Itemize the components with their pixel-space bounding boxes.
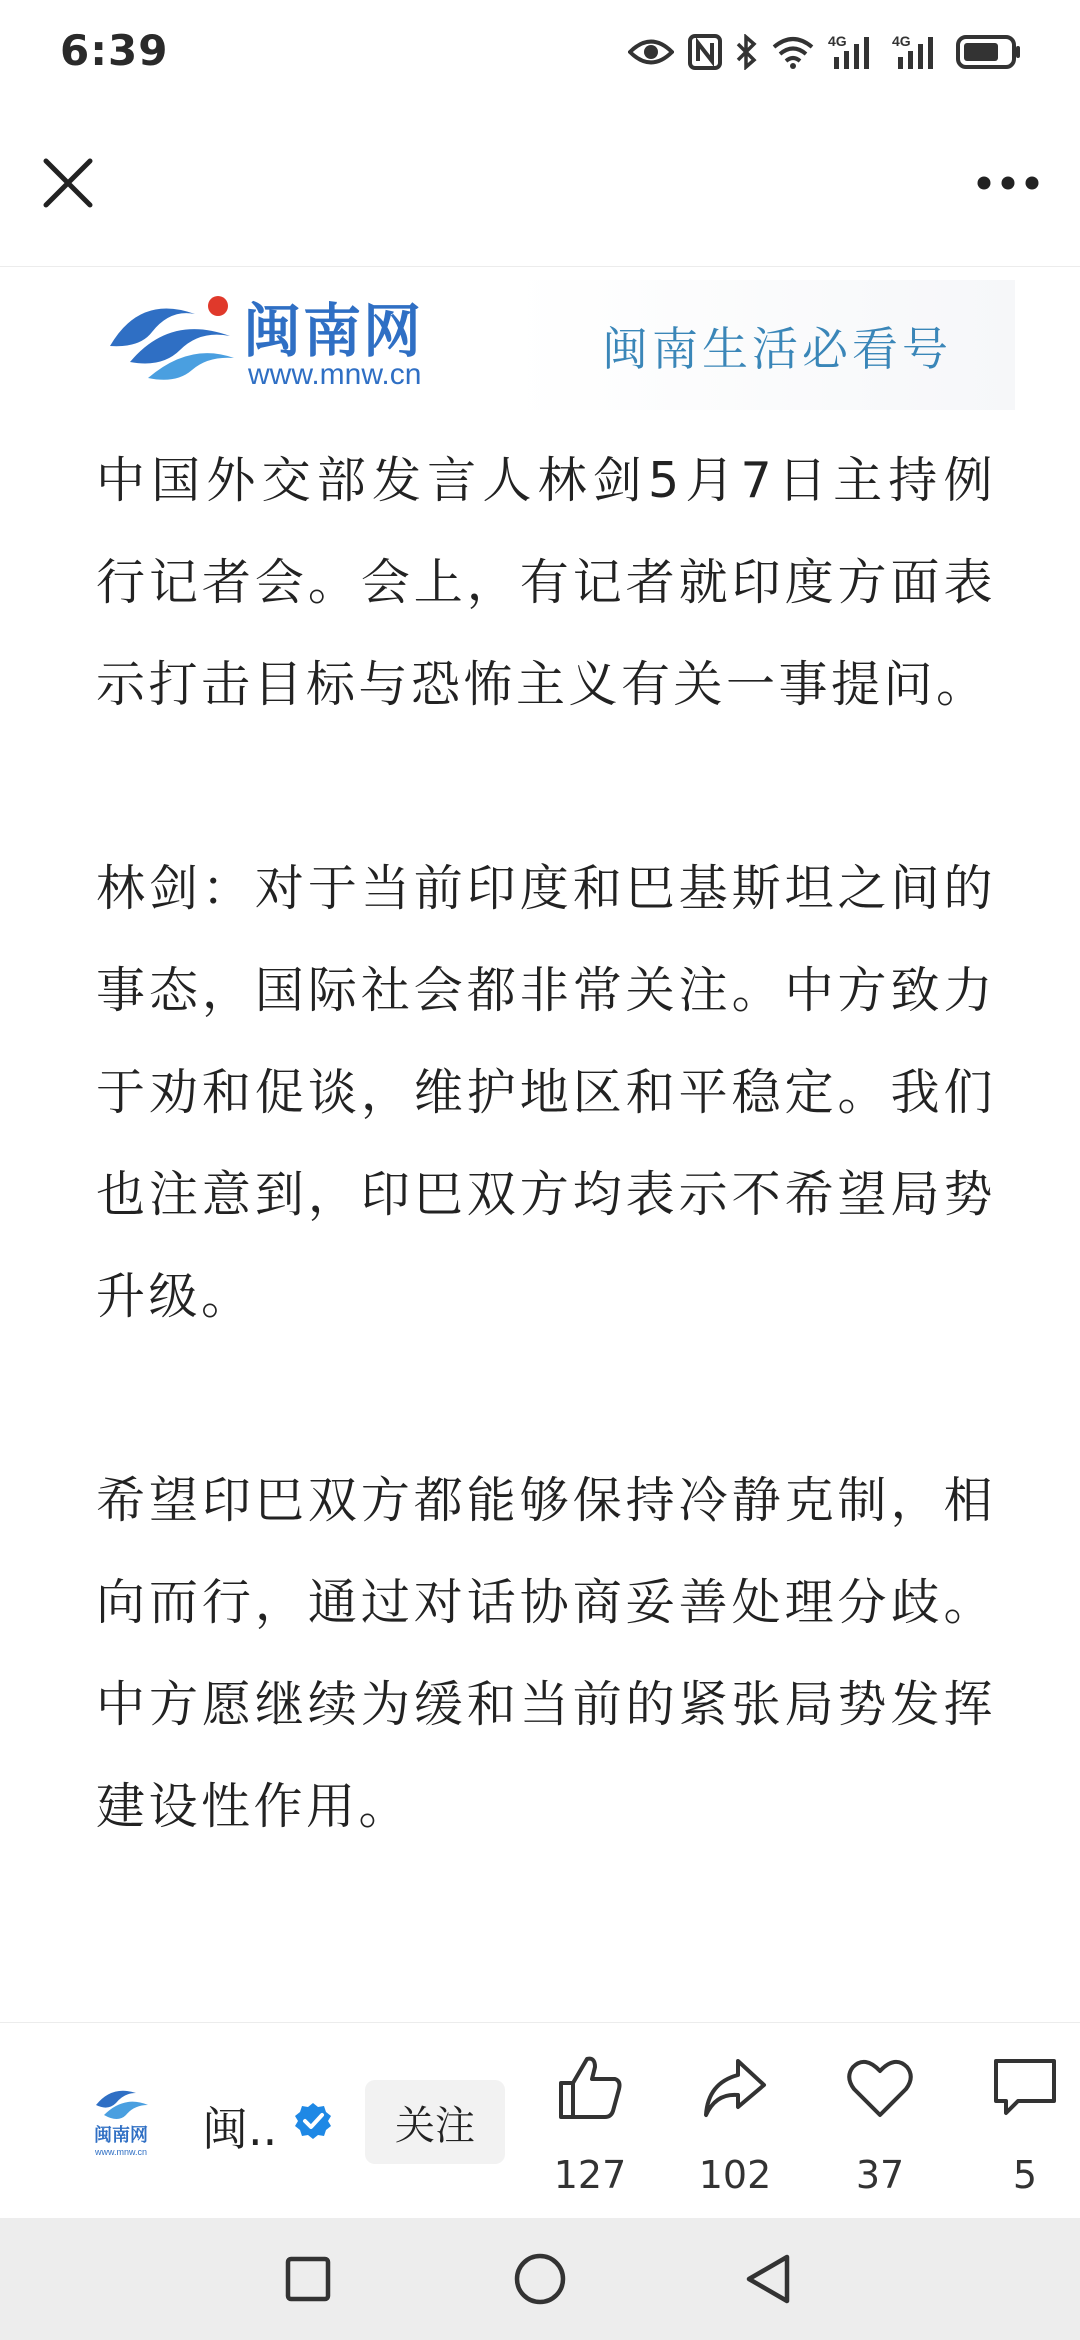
avatar-text: 闽南网 — [94, 2125, 148, 2146]
back-button[interactable] — [733, 2244, 803, 2314]
close-button[interactable] — [32, 147, 104, 219]
comment-button[interactable] — [970, 2053, 1080, 2203]
wifi-icon — [772, 35, 814, 69]
recent-apps-icon — [284, 2255, 332, 2303]
favorite-button[interactable] — [825, 2053, 935, 2203]
author-name[interactable]: 闽.. — [202, 2102, 278, 2156]
author-logo-icon — [78, 2075, 164, 2161]
bottom-action-bar — [0, 2022, 1080, 2218]
bluetooth-icon — [736, 34, 758, 70]
thumbs-up-icon — [555, 2053, 625, 2123]
network-label: 4G — [828, 33, 847, 49]
signal-4g-icon — [892, 33, 942, 71]
like-button[interactable] — [535, 2053, 645, 2203]
avatar[interactable] — [78, 2075, 164, 2161]
brand-url: www.mnw.cn — [248, 358, 422, 391]
brand-name: 闽南网 — [243, 297, 424, 365]
comment-count: 5 — [1012, 2153, 1038, 2197]
status-bar — [0, 0, 1080, 105]
avatar-url: www.mnw.cn — [94, 2147, 148, 2157]
home-icon — [513, 2252, 567, 2306]
status-time: 6:39 — [60, 26, 169, 75]
status-icons — [628, 30, 1022, 74]
more-options-button[interactable] — [968, 147, 1048, 219]
top-nav-bar — [0, 105, 1080, 267]
close-icon — [42, 157, 94, 209]
share-arrow-icon — [700, 2053, 770, 2123]
comment-bubble-icon — [990, 2053, 1060, 2123]
share-button[interactable] — [680, 2053, 790, 2203]
article-paragraph: 希望印巴双方都能够保持冷静克制，相向而行，通过对话协商妥善处理分歧。中方愿继续为缓和当前的紧张局势发挥建设性作用。 — [96, 1472, 996, 1835]
network-label: 4G — [892, 33, 911, 49]
battery-icon — [956, 35, 1022, 69]
system-navigation-bar — [0, 2218, 1080, 2340]
favorite-count: 37 — [855, 2153, 905, 2197]
article-paragraph: 中国外交部发言人林剑5月7日主持例行记者会。会上，有记者就印度方面表示打击目标与恐怖主义有关一事提问。 — [96, 452, 996, 713]
eye-icon — [628, 37, 674, 67]
back-icon — [743, 2252, 793, 2306]
signal-4g-icon — [828, 33, 878, 71]
source-banner — [100, 280, 1015, 410]
banner-slogan: 闽南生活必看号 — [602, 322, 952, 376]
more-dots-icon — [976, 175, 1040, 191]
brand-logo — [100, 280, 480, 410]
brand-wave-icon — [100, 284, 240, 404]
verified-badge-icon — [293, 2101, 333, 2141]
home-button[interactable] — [505, 2244, 575, 2314]
nfc-icon — [688, 34, 722, 70]
share-count: 102 — [698, 2153, 772, 2197]
follow-button[interactable]: 关注 — [365, 2080, 505, 2164]
like-count: 127 — [553, 2153, 627, 2197]
heart-icon — [845, 2053, 915, 2123]
article-paragraph: 林剑：对于当前印度和巴基斯坦之间的事态，国际社会都非常关注。中方致力于劝和促谈，维护地区和平稳定。我们也注意到，印巴双方均表示不希望局势升级。 — [96, 860, 996, 1325]
article-body — [96, 430, 996, 1858]
recent-apps-button[interactable] — [273, 2244, 343, 2314]
